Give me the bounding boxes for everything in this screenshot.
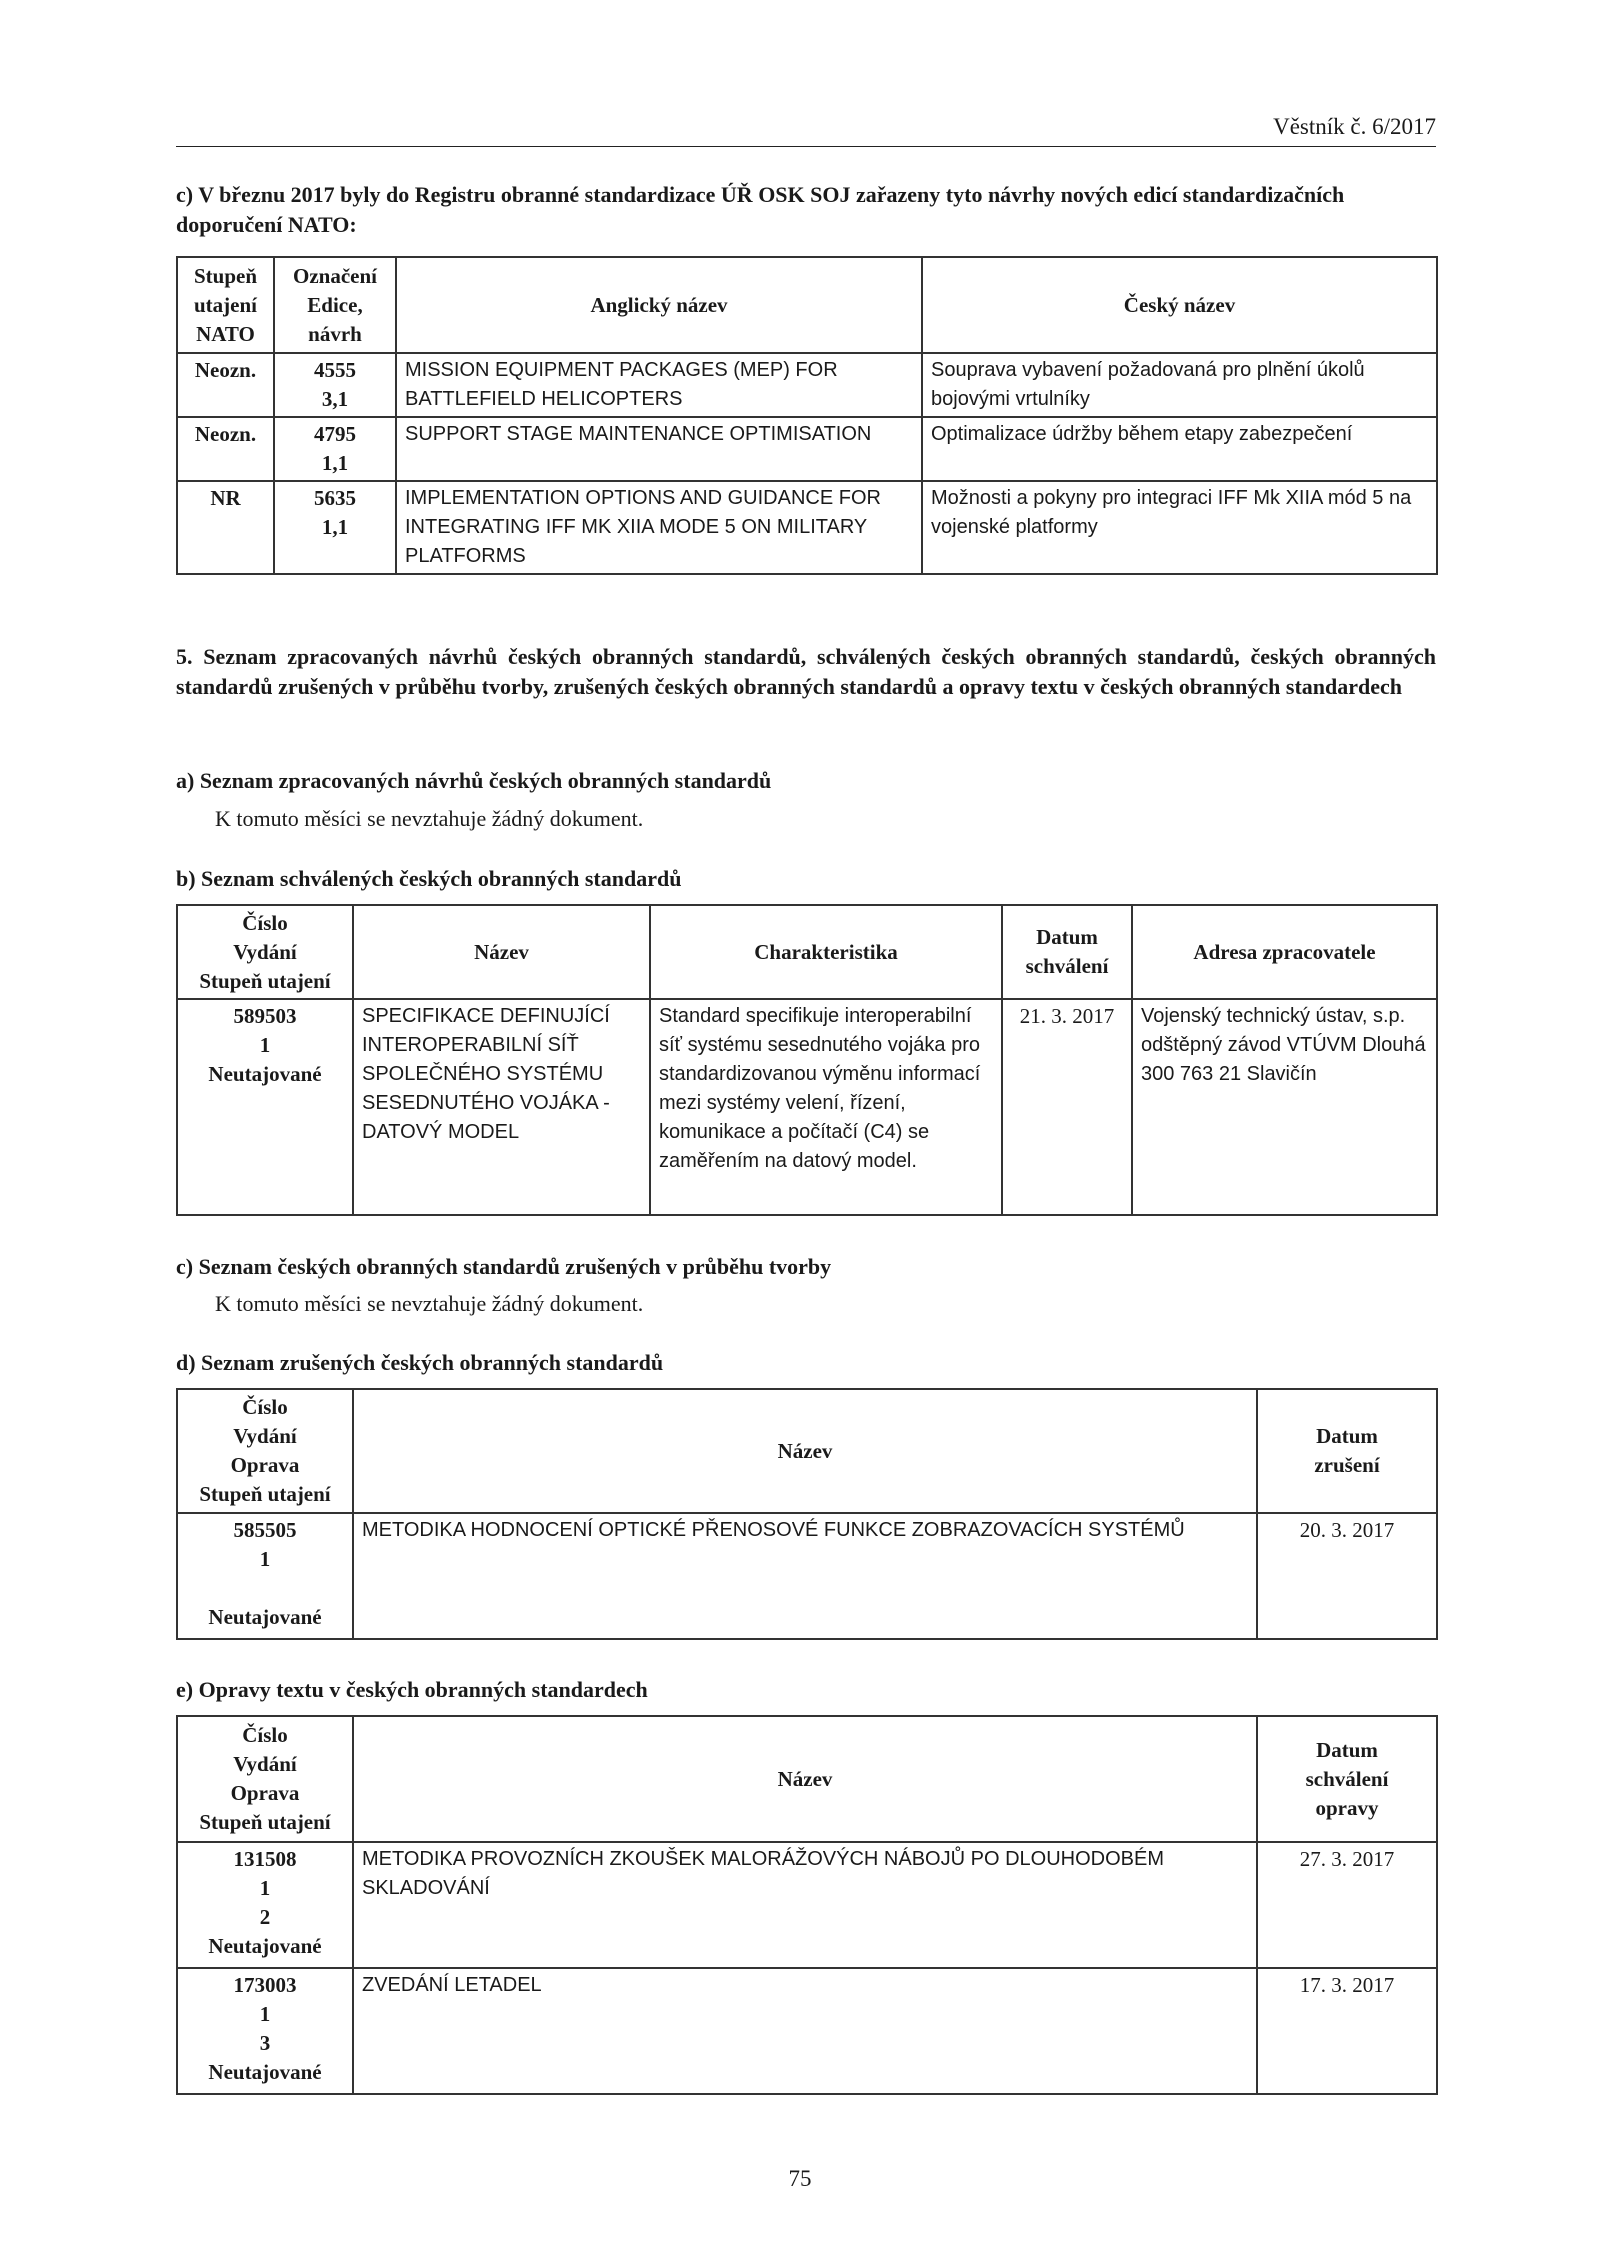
cell-charakteristika: Standard specifikuje interoperabilní síť systému sesednutého vojáka pro standardizovanou výměnu informací mezi systémy velení, řízení, komunikace a počítačí (C4) se zaměřením na datový model.	[650, 999, 1002, 1215]
section-c-intro: c) V březnu 2017 byly do Registru obranné standardizace ÚŘ OSK SOJ zařazeny tyto návrhy nových edicí standardizačních doporučení NATO:	[176, 182, 1345, 237]
cell-adresa: Vojenský technický ústav, s.p. odštěpný závod VTÚVM Dlouhá 300 763 21 Slavičín	[1132, 999, 1437, 1215]
cell-cislo: 173003 1 3 Neutajované	[177, 1968, 353, 2094]
table-header-row	[177, 1716, 1437, 1842]
section-c-note: K tomuto měsíci se nevztahuje žádný dokument.	[215, 1291, 644, 1316]
table-header-row	[177, 257, 1437, 353]
text-corrections-table	[176, 1715, 1438, 2095]
cell-datum: 27. 3. 2017	[1257, 1842, 1437, 1968]
col-header-cislo: Číslo Vydání Oprava Stupeň utajení	[177, 1716, 353, 1842]
nato-drafts-table	[176, 256, 1438, 575]
cell-cesky: Souprava vybavení požadovaná pro plnění úkolů bojovými vrtulníky	[922, 353, 1437, 417]
col-header-anglicky: Anglický název	[396, 257, 922, 353]
col-header-oznaceni: Označení Edice, návrh	[274, 257, 396, 353]
cell-oznaceni: 5635 1,1	[274, 481, 396, 574]
cell-cesky: Optimalizace údržby během etapy zabezpečení	[922, 417, 1437, 481]
col-header-nazev: Název	[353, 1389, 1257, 1513]
cell-cislo: 585505 1 Neutajované	[177, 1513, 353, 1639]
cell-stupen: Neozn.	[177, 353, 274, 417]
cell-nazev: METODIKA HODNOCENÍ OPTICKÉ PŘENOSOVÉ FUNKCE ZOBRAZOVACÍCH SYSTÉMŮ	[353, 1513, 1257, 1639]
cell-nazev: METODIKA PROVOZNÍCH ZKOUŠEK MALORÁŽOVÝCH NÁBOJŮ PO DLOUHODOBÉM SKLADOVÁNÍ	[353, 1842, 1257, 1968]
col-header-adresa: Adresa zpracovatele	[1132, 905, 1437, 999]
section-d-title: d) Seznam zrušených českých obranných standardů	[176, 1350, 664, 1375]
col-header-cislo: Číslo Vydání Oprava Stupeň utajení	[177, 1389, 353, 1513]
section-c-title: c) Seznam českých obranných standardů zrušených v průběhu tvorby	[176, 1254, 832, 1279]
table-row	[177, 417, 1437, 481]
table-row	[177, 1513, 1437, 1639]
col-header-cislo: Číslo Vydání Stupeň utajení	[177, 905, 353, 999]
table-row	[177, 481, 1437, 574]
cell-nazev: ZVEDÁNÍ LETADEL	[353, 1968, 1257, 2094]
approved-standards-table	[176, 904, 1438, 1216]
cell-anglicky: SUPPORT STAGE MAINTENANCE OPTIMISATION	[396, 417, 922, 481]
section-b-title: b) Seznam schválených českých obranných standardů	[176, 866, 682, 891]
cell-cislo: 131508 1 2 Neutajované	[177, 1842, 353, 1968]
cell-oznaceni: 4555 3,1	[274, 353, 396, 417]
section-a-title: a) Seznam zpracovaných návrhů českých obranných standardů	[176, 768, 772, 793]
col-header-datum: Datum schválení	[1002, 905, 1132, 999]
col-header-datum: Datum schválení opravy	[1257, 1716, 1437, 1842]
section-e-title: e) Opravy textu v českých obranných standardech	[176, 1677, 648, 1702]
cell-nazev: SPECIFIKACE DEFINUJÍCÍ INTEROPERABILNÍ SÍŤ SPOLEČNÉHO SYSTÉMU SESEDNUTÉHO VOJÁKA - DATOVÝ MODEL	[353, 999, 650, 1215]
cancelled-standards-table	[176, 1388, 1438, 1640]
section-5-title: 5. Seznam zpracovaných návrhů českých obranných standardů, schválených českých obranných standardů, českých obranných standardů zrušených v průběhu tvorby, zrušených českých obranných standardů a opravy textu v českých obranných standardech	[176, 644, 1436, 699]
bulletin-title: Věstník č. 6/2017	[1273, 114, 1436, 139]
cell-cislo: 589503 1 Neutajované	[177, 999, 353, 1215]
table-header-row	[177, 1389, 1437, 1513]
cell-stupen: NR	[177, 481, 274, 574]
cell-datum: 20. 3. 2017	[1257, 1513, 1437, 1639]
table-row	[177, 1968, 1437, 2094]
cell-datum: 21. 3. 2017	[1002, 999, 1132, 1215]
col-header-nazev: Název	[353, 1716, 1257, 1842]
col-header-charakteristika: Charakteristika	[650, 905, 1002, 999]
col-header-cesky: Český název	[922, 257, 1437, 353]
table-row	[177, 353, 1437, 417]
cell-cesky: Možnosti a pokyny pro integraci IFF Mk XIIA mód 5 na vojenské platformy	[922, 481, 1437, 574]
table-row	[177, 1842, 1437, 1968]
cell-datum: 17. 3. 2017	[1257, 1968, 1437, 2094]
page-header	[176, 112, 1436, 147]
cell-oznaceni: 4795 1,1	[274, 417, 396, 481]
table-row	[177, 999, 1437, 1215]
section-a-note: K tomuto měsíci se nevztahuje žádný dokument.	[215, 806, 644, 831]
cell-anglicky: MISSION EQUIPMENT PACKAGES (MEP) FOR BATTLEFIELD HELICOPTERS	[396, 353, 922, 417]
cell-anglicky: IMPLEMENTATION OPTIONS AND GUIDANCE FOR INTEGRATING IFF MK XIIA MODE 5 ON MILITARY PLATFORMS	[396, 481, 922, 574]
table-header-row	[177, 905, 1437, 999]
col-header-datum: Datum zrušení	[1257, 1389, 1437, 1513]
page-number: 75	[788, 2166, 812, 2191]
col-header-nazev: Název	[353, 905, 650, 999]
cell-stupen: Neozn.	[177, 417, 274, 481]
col-header-stupen: Stupeň utajení NATO	[177, 257, 274, 353]
